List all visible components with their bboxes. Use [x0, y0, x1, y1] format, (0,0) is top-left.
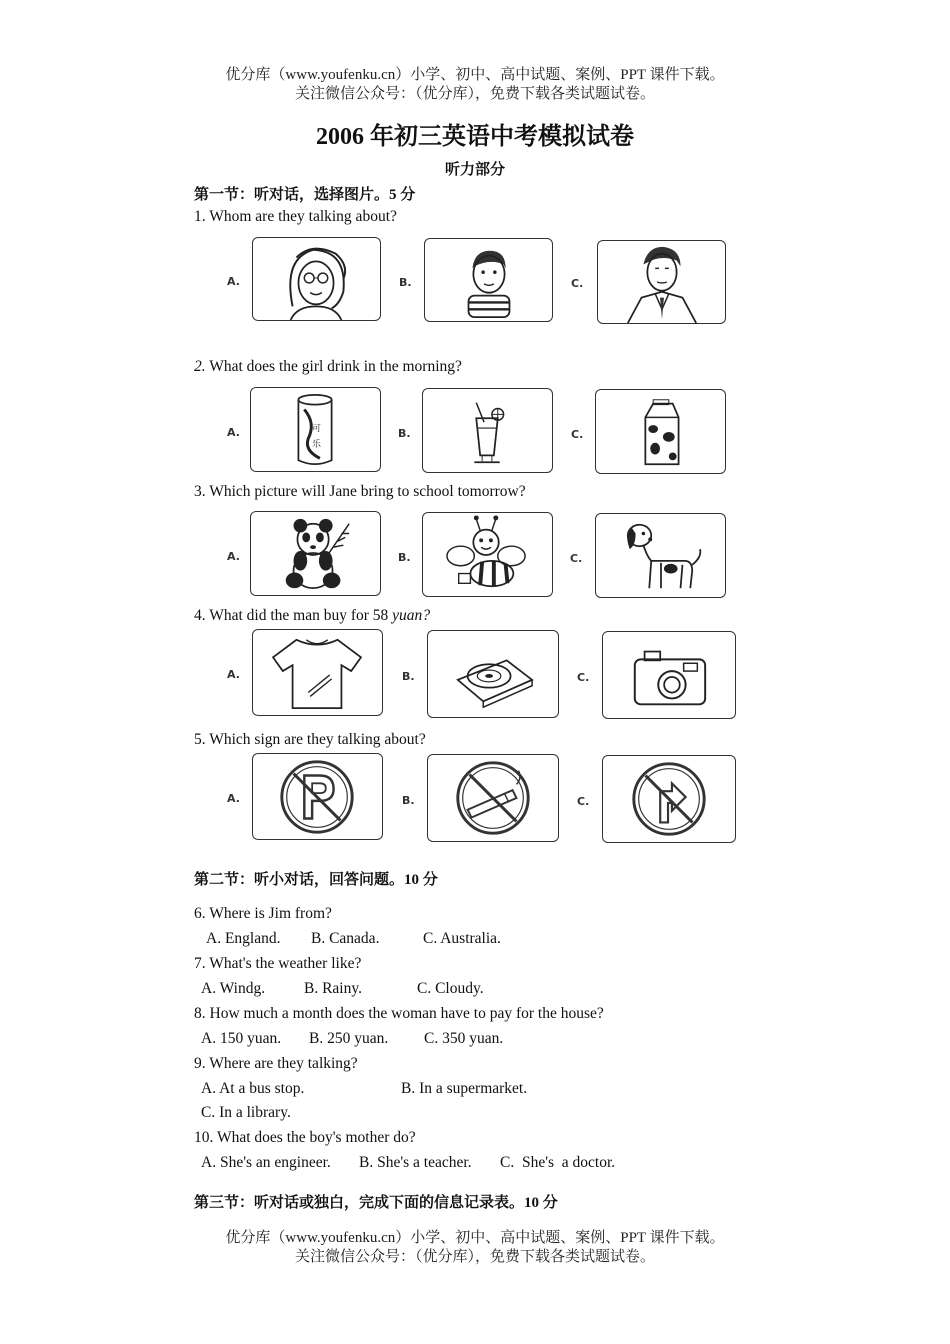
question-5-text: 5. Which sign are they talking about?	[194, 731, 426, 748]
q4-option-a-picture[interactable]	[252, 629, 383, 716]
q2-option-a-picture[interactable]	[250, 387, 381, 472]
svg-text:乐: 乐	[312, 439, 321, 450]
boy-icon	[425, 239, 552, 321]
q5-option-a-picture[interactable]	[252, 753, 383, 840]
question-4-mark: ?	[422, 607, 431, 624]
q8-option-c[interactable]: C. 350 yuan.	[424, 1030, 504, 1047]
q3-label-b: B.	[398, 551, 411, 564]
q2-label-c: C.	[571, 428, 584, 441]
question-4-body: 4. What did the man buy for 58	[194, 607, 393, 624]
cd-icon	[428, 631, 558, 717]
q3-option-a-picture[interactable]	[250, 511, 381, 596]
no-turn-sign-icon	[603, 756, 735, 842]
dog-icon	[596, 514, 725, 597]
q1-label-a: A.	[227, 275, 240, 288]
q1-label-c: C.	[571, 277, 584, 290]
header-line-1: 优分库（www.youfenku.cn）小学、初中、高中试题、案例、PPT 课件下载。	[225, 67, 725, 83]
q5-option-c-picture[interactable]	[602, 755, 736, 843]
q1-option-b-picture[interactable]	[424, 238, 553, 322]
page-subtitle: 听力部分	[444, 162, 505, 178]
q2-option-c-picture[interactable]	[595, 389, 726, 474]
q6-option-a[interactable]: A. England.	[206, 930, 281, 947]
q10-option-a[interactable]: A. She's an engineer.	[201, 1154, 331, 1171]
question-3-text: 3. Which picture will Jane bring to school tomorrow?	[194, 483, 526, 500]
q5-label-a: A.	[227, 792, 240, 805]
question-2-number: 2.	[194, 358, 206, 375]
question-7-text: 7. What's the weather like?	[194, 955, 362, 972]
no-parking-sign-icon	[253, 754, 382, 839]
q9-option-c[interactable]: C. In a library.	[201, 1104, 291, 1121]
page-title: 2006 年初三英语中考模拟试卷	[316, 124, 634, 150]
q10-option-c[interactable]: C. She's a doctor.	[500, 1154, 616, 1171]
q7-option-c[interactable]: C. Cloudy.	[417, 980, 484, 997]
q1-label-b: B.	[399, 276, 412, 289]
q3-label-a: A.	[227, 550, 240, 563]
soda-can-icon	[251, 388, 380, 471]
footer-line-1: 优分库（www.youfenku.cn）小学、初中、高中试题、案例、PPT 课件下载。	[225, 1230, 725, 1246]
q5-option-b-picture[interactable]	[427, 754, 559, 842]
q8-option-b[interactable]: B. 250 yuan.	[309, 1030, 389, 1047]
q4-label-a: A.	[227, 668, 240, 681]
question-8-text: 8. How much a month does the woman have to pay for the house?	[194, 1005, 604, 1022]
question-4-text	[194, 607, 430, 625]
section3-heading: 第三节：听对话或独白，完成下面的信息记录表。10 分	[194, 1195, 558, 1211]
question-2-body: What does the girl drink in the morning?	[205, 358, 462, 375]
q5-label-c: C.	[577, 795, 590, 808]
q6-option-b[interactable]: B. Canada.	[311, 930, 380, 947]
no-smoking-sign-icon	[428, 755, 558, 841]
question-4-unit: yuan	[392, 607, 423, 624]
q7-option-a[interactable]: A. Windg.	[201, 980, 266, 997]
panda-icon	[251, 512, 380, 595]
section1-heading: 第一节：听对话，选择图片。5 分	[194, 187, 416, 203]
t-shirt-icon	[253, 630, 382, 715]
bee-icon	[423, 513, 552, 596]
q4-label-c: C.	[577, 671, 590, 684]
q7-option-b[interactable]: B. Rainy.	[304, 980, 362, 997]
header-line-2: 关注微信公众号：（优分库），免费下载各类试题试卷。	[294, 86, 655, 102]
question-2-text	[194, 358, 462, 376]
q9-option-b[interactable]: B. In a supermarket.	[401, 1080, 528, 1097]
q4-option-b-picture[interactable]	[427, 630, 559, 718]
q4-option-c-picture[interactable]	[602, 631, 736, 719]
q2-option-b-picture[interactable]	[422, 388, 553, 473]
milk-carton-icon	[596, 390, 725, 473]
question-9-text: 9. Where are they talking?	[194, 1055, 358, 1072]
question-6-text: 6. Where is Jim from?	[194, 905, 332, 922]
svg-text:可: 可	[312, 423, 321, 434]
man-in-suit-icon	[598, 241, 725, 323]
q1-option-a-picture[interactable]	[252, 237, 381, 321]
q2-label-a: A.	[227, 426, 240, 439]
q9-option-a[interactable]: A. At a bus stop.	[201, 1080, 305, 1097]
q2-label-b: B.	[398, 427, 411, 440]
q5-label-b: B.	[402, 794, 415, 807]
camera-icon	[603, 632, 735, 718]
q4-label-b: B.	[402, 670, 415, 683]
q8-option-a[interactable]: A. 150 yuan.	[201, 1030, 282, 1047]
q1-option-c-picture[interactable]	[597, 240, 726, 324]
juice-glass-icon	[423, 389, 552, 472]
q3-option-b-picture[interactable]	[422, 512, 553, 597]
question-1-text: 1. Whom are they talking about?	[194, 208, 397, 225]
question-10-text: 10. What does the boy's mother do?	[194, 1129, 416, 1146]
q3-label-c: C.	[570, 552, 583, 565]
q3-option-c-picture[interactable]	[595, 513, 726, 598]
q6-option-c[interactable]: C. Australia.	[423, 930, 501, 947]
section2-heading: 第二节：听小对话，回答问题。10 分	[194, 872, 438, 888]
woman-with-glasses-icon	[253, 238, 380, 320]
footer-line-2: 关注微信公众号：（优分库），免费下载各类试题试卷。	[294, 1249, 655, 1265]
q10-option-b[interactable]: B. She's a teacher.	[359, 1154, 472, 1171]
